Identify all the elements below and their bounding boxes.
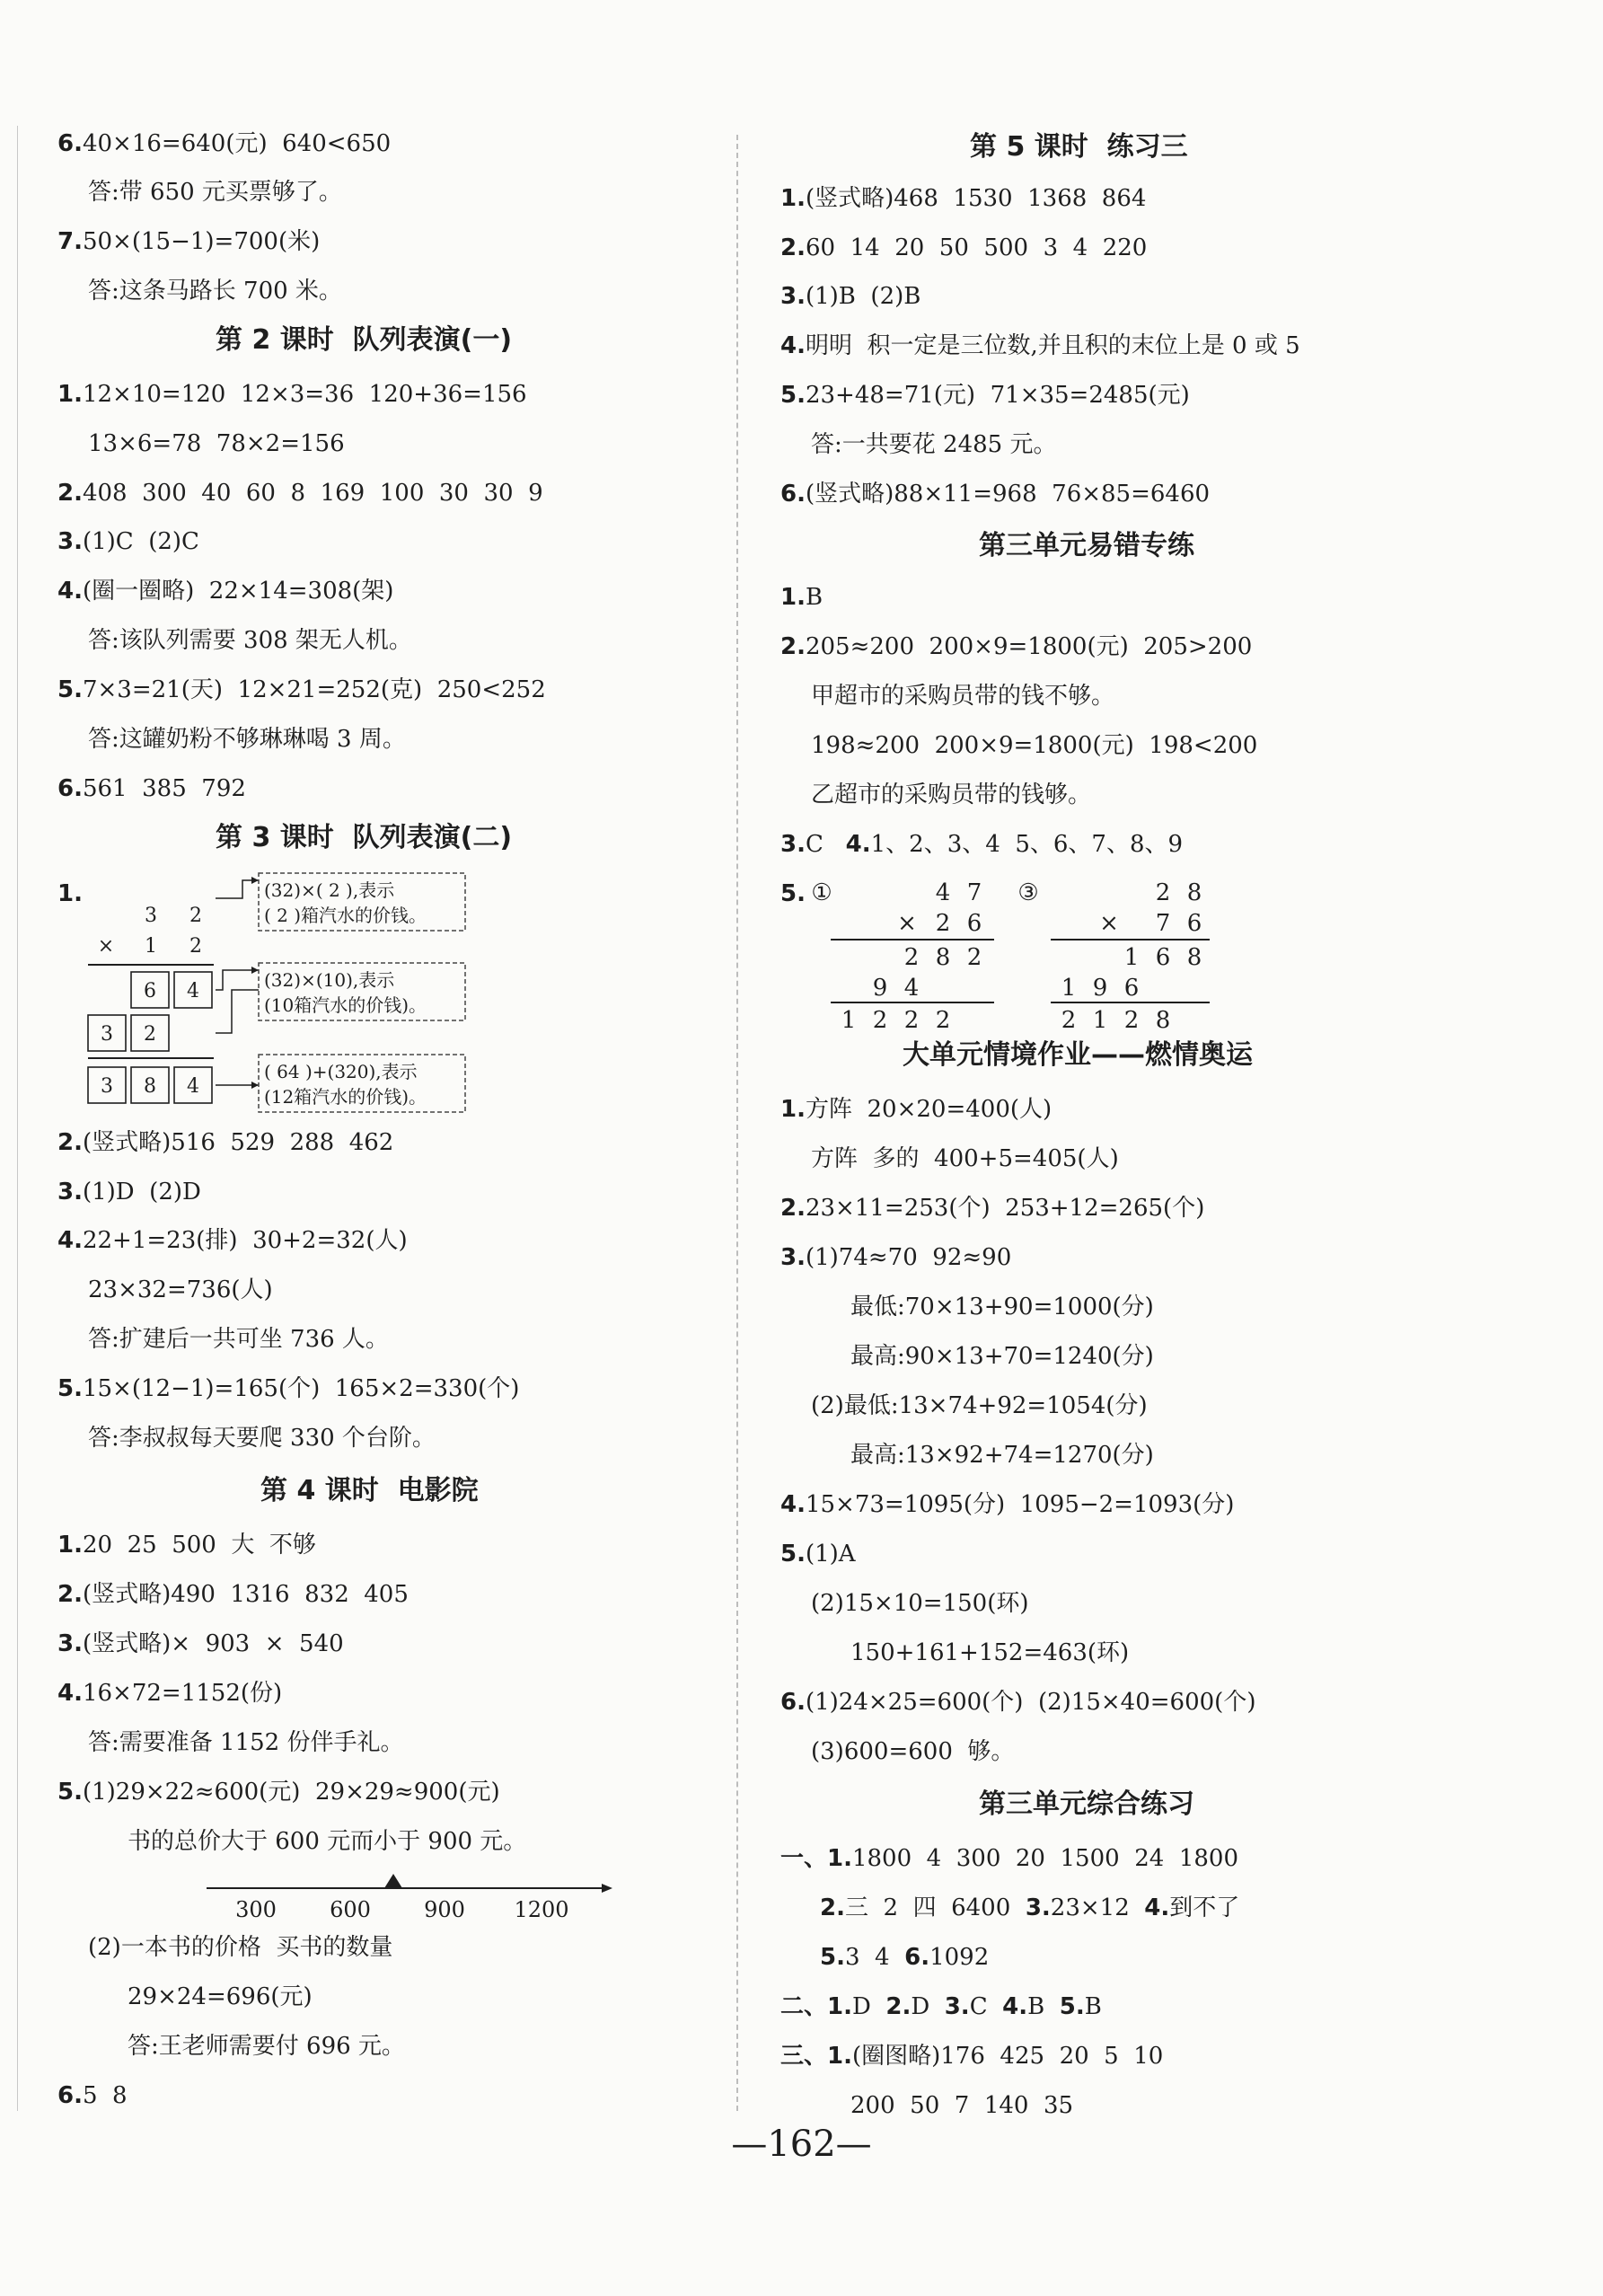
answer-line: 5.23+48=71(元) 71×35=2485(元): [780, 382, 1190, 409]
answer-line: 1.B: [780, 584, 824, 611]
answer-line: 最高:90×13+70=1240(分): [850, 1343, 1154, 1370]
answer-line: (2)一本书的价格 买书的数量: [88, 1934, 393, 1961]
answer-line: 最高:13×92+74=1270(分): [850, 1442, 1154, 1469]
digit: 8: [1186, 944, 1202, 971]
digit: 3: [101, 1075, 113, 1098]
connector-arrow: [216, 990, 259, 1033]
answer-line: 1.20 25 500 大 不够: [57, 1532, 316, 1559]
answer-line: 甲超市的采购员带的钱不够。: [811, 683, 1115, 710]
digit: 2: [935, 1007, 951, 1031]
answer-line: 3.(1)74≈70 92≈90: [780, 1244, 1012, 1271]
digit: 2: [903, 1007, 920, 1031]
answer-line: 4.15×73=1095(分) 1095−2=1093(分): [780, 1491, 1235, 1518]
left-margin-rule: [17, 126, 18, 2111]
answer-line: 1.方阵 20×20=400(人): [780, 1096, 1053, 1123]
tick-label: 900: [424, 1897, 465, 1922]
number-line: [198, 1867, 620, 1924]
circled-label: ①: [811, 879, 832, 906]
multiplier-digit: 1: [145, 935, 157, 958]
explanation-text: (12箱汽水的价钱)。: [264, 1086, 427, 1108]
page-number: —162—: [731, 2124, 872, 2165]
answer-line: 2.205≈200 200×9=1800(元) 205>200: [780, 633, 1253, 660]
answer-line: 5.15×(12−1)=165(个) 165×2=330(个): [57, 1375, 520, 1402]
answer-line: 答:王老师需要付 696 元。: [128, 2033, 405, 2060]
digit: 2: [966, 944, 982, 971]
answer-line: 1.12×10=120 12×3=36 120+36=156: [57, 381, 527, 408]
multiplicand-digit: 3: [145, 905, 157, 927]
answer-line: 3.(1)C (2)C: [57, 528, 199, 555]
answer-line: 4.明明 积一定是三位数,并且积的末位上是 0 或 5: [780, 332, 1300, 359]
digit: 1: [1061, 975, 1077, 1002]
answer-line: 最低:70×13+90=1000(分): [850, 1294, 1154, 1320]
digit: 1: [841, 1007, 857, 1031]
multiplication-diagram: [81, 871, 485, 1123]
answer-line: 答:需要准备 1152 份伴手礼。: [88, 1729, 404, 1756]
answer-line: 答:这罐奶粉不够琳琳喝 3 周。: [88, 726, 406, 753]
answer-line: 1.(竖式略)468 1530 1368 864: [780, 185, 1147, 212]
explanation-text: ( 2 )箱汽水的价钱。: [264, 905, 427, 926]
answer-line: 5.: [780, 880, 806, 907]
answer-line: 29×24=696(元): [128, 1983, 313, 2010]
answer-line: 6.(1)24×25=600(个) (2)15×40=600(个): [780, 1689, 1256, 1716]
digit: 8: [144, 1075, 156, 1098]
answer-line: 150+161+152=463(环): [850, 1639, 1130, 1666]
section-heading: 大单元情境作业——燃情奥运: [903, 1039, 1253, 1071]
answer-line: 4.(圈一圈略) 22×14=308(架): [57, 578, 394, 605]
digit: 8: [1186, 879, 1202, 906]
section-heading: 第三单元综合练习: [979, 1788, 1194, 1820]
digit: 4: [187, 1075, 199, 1098]
answer-line: 23×32=736(人): [88, 1276, 273, 1303]
multiplicand-digit: 2: [189, 905, 202, 927]
answer-line: 答:扩建后一共可坐 736 人。: [88, 1326, 389, 1353]
answer-line: 5.(1)A: [780, 1541, 856, 1567]
answer-line: 2.(竖式略)516 529 288 462: [57, 1129, 394, 1156]
answer-line: 13×6=78 78×2=156: [88, 430, 345, 457]
answer-line: 方阵 多的 400+5=405(人): [811, 1145, 1119, 1172]
tick-label: 1200: [514, 1897, 569, 1922]
digit: 1: [1092, 1007, 1108, 1031]
section-heading: 第 4 课时 电影院: [260, 1475, 479, 1506]
digit: 1: [1123, 944, 1140, 971]
answer-line: (2)最低:13×74+92=1054(分): [811, 1392, 1148, 1419]
answer-line: 4.16×72=1152(份): [57, 1680, 283, 1707]
answer-line: 200 50 7 140 35: [850, 2092, 1074, 2119]
digit: 2: [1155, 879, 1171, 906]
times-sign: ×: [897, 910, 917, 937]
digit: 9: [1092, 975, 1108, 1002]
answer-line: 二、1.D 2.D 3.C 4.B 5.B: [780, 1993, 1102, 2020]
answer-line: 5.7×3=21(天) 12×21=252(克) 250<252: [57, 676, 546, 703]
column-divider: [736, 135, 738, 2111]
answer-line: 答:李叔叔每天要爬 330 个台阶。: [88, 1425, 436, 1452]
answer-line: 2.408 300 40 60 8 169 100 30 30 9: [57, 480, 543, 507]
answer-line: 1.: [57, 880, 83, 907]
answer-line: 5.(1)29×22≈600(元) 29×29≈900(元): [57, 1779, 500, 1806]
times-sign: ×: [97, 935, 115, 958]
digit: 2: [1061, 1007, 1077, 1031]
digit: 6: [1186, 910, 1202, 937]
times-sign: ×: [1099, 910, 1119, 937]
answer-line: 2.60 14 20 50 500 3 4 220: [780, 234, 1148, 261]
answer-line: 6.40×16=640(元) 640<650: [57, 130, 392, 157]
digit: 7: [1155, 910, 1171, 937]
circled-label: ③: [1017, 879, 1039, 906]
estimate-marker: [384, 1874, 402, 1888]
digit: 2: [935, 910, 951, 937]
answer-line: 2.三 2 四 6400 3.23×12 4.到不了: [820, 1894, 1240, 1921]
tick-label: 600: [330, 1897, 371, 1922]
section-heading: 第 3 课时 队列表演(二): [216, 822, 513, 853]
answer-line: 3.(1)D (2)D: [57, 1179, 201, 1205]
answer-line: 一、1.1800 4 300 20 1500 24 1800: [780, 1845, 1238, 1872]
answer-line: 答:该队列需要 308 架无人机。: [88, 627, 412, 654]
section-heading: 第 5 课时 练习三: [970, 131, 1188, 163]
explanation-text: ( 64 )+(320),表示: [264, 1061, 418, 1082]
explanation-text: (32)×( 2 ),表示: [264, 879, 395, 901]
multiplier-digit: 2: [189, 935, 202, 958]
digit: 4: [187, 980, 199, 1002]
digit: 2: [872, 1007, 888, 1031]
explanation-text: (10箱汽水的价钱)。: [264, 994, 427, 1016]
digit: 9: [872, 975, 888, 1002]
section-heading: 第 2 课时 队列表演(一): [216, 324, 513, 356]
section-heading: 第三单元易错专练: [979, 530, 1194, 561]
answer-line: 3.(竖式略)× 903 × 540: [57, 1630, 344, 1657]
digit: 7: [966, 879, 982, 906]
digit: 6: [144, 980, 156, 1002]
answer-line: 2.(竖式略)490 1316 832 405: [57, 1581, 409, 1608]
digit: 6: [966, 910, 982, 937]
digit: 2: [1123, 1007, 1140, 1031]
answer-line: 答:带 650 元买票够了。: [88, 179, 342, 206]
digit: 4: [935, 879, 951, 906]
digit: 2: [903, 944, 920, 971]
answer-line: 6.5 8: [57, 2082, 128, 2109]
digit: 8: [1155, 1007, 1171, 1031]
answer-line: 6.561 385 792: [57, 775, 246, 802]
digit: 4: [903, 975, 920, 1002]
answer-line: 5.3 4 6.1092: [820, 1944, 990, 1971]
digit: 6: [1123, 975, 1140, 1002]
answer-line: (3)600=600 够。: [811, 1738, 1015, 1765]
digit: 6: [1155, 944, 1171, 971]
answer-line: (2)15×10=150(环): [811, 1590, 1029, 1617]
digit: 3: [101, 1023, 113, 1046]
answer-line: 2.23×11=253(个) 253+12=265(个): [780, 1195, 1205, 1222]
answer-line: 4.22+1=23(排) 30+2=32(人): [57, 1227, 408, 1254]
digit: 8: [935, 944, 951, 971]
answer-line: 答:这条马路长 700 米。: [88, 278, 342, 305]
vertical-multiplications: [804, 870, 1307, 1031]
tick-label: 300: [235, 1897, 277, 1922]
answer-line: 7.50×(15−1)=700(米): [57, 228, 321, 255]
explanation-text: (32)×(10),表示: [264, 969, 395, 991]
answer-line: 198≈200 200×9=1800(元) 198<200: [811, 732, 1258, 759]
answer-line: 3.(1)B (2)B: [780, 283, 921, 310]
answer-line: 3.C 4.1、2、3、4 5、6、7、8、9: [780, 831, 1184, 858]
answer-line: 书的总价大于 600 元而小于 900 元。: [128, 1828, 527, 1855]
answer-line: 三、1.(圈图略)176 425 20 5 10: [780, 2043, 1164, 2070]
answer-line: 乙超市的采购员带的钱够。: [811, 782, 1092, 808]
answer-line: 6.(竖式略)88×11=968 76×85=6460: [780, 481, 1211, 508]
digit: 2: [144, 1023, 156, 1046]
answer-line: 答:一共要花 2485 元。: [811, 431, 1057, 458]
